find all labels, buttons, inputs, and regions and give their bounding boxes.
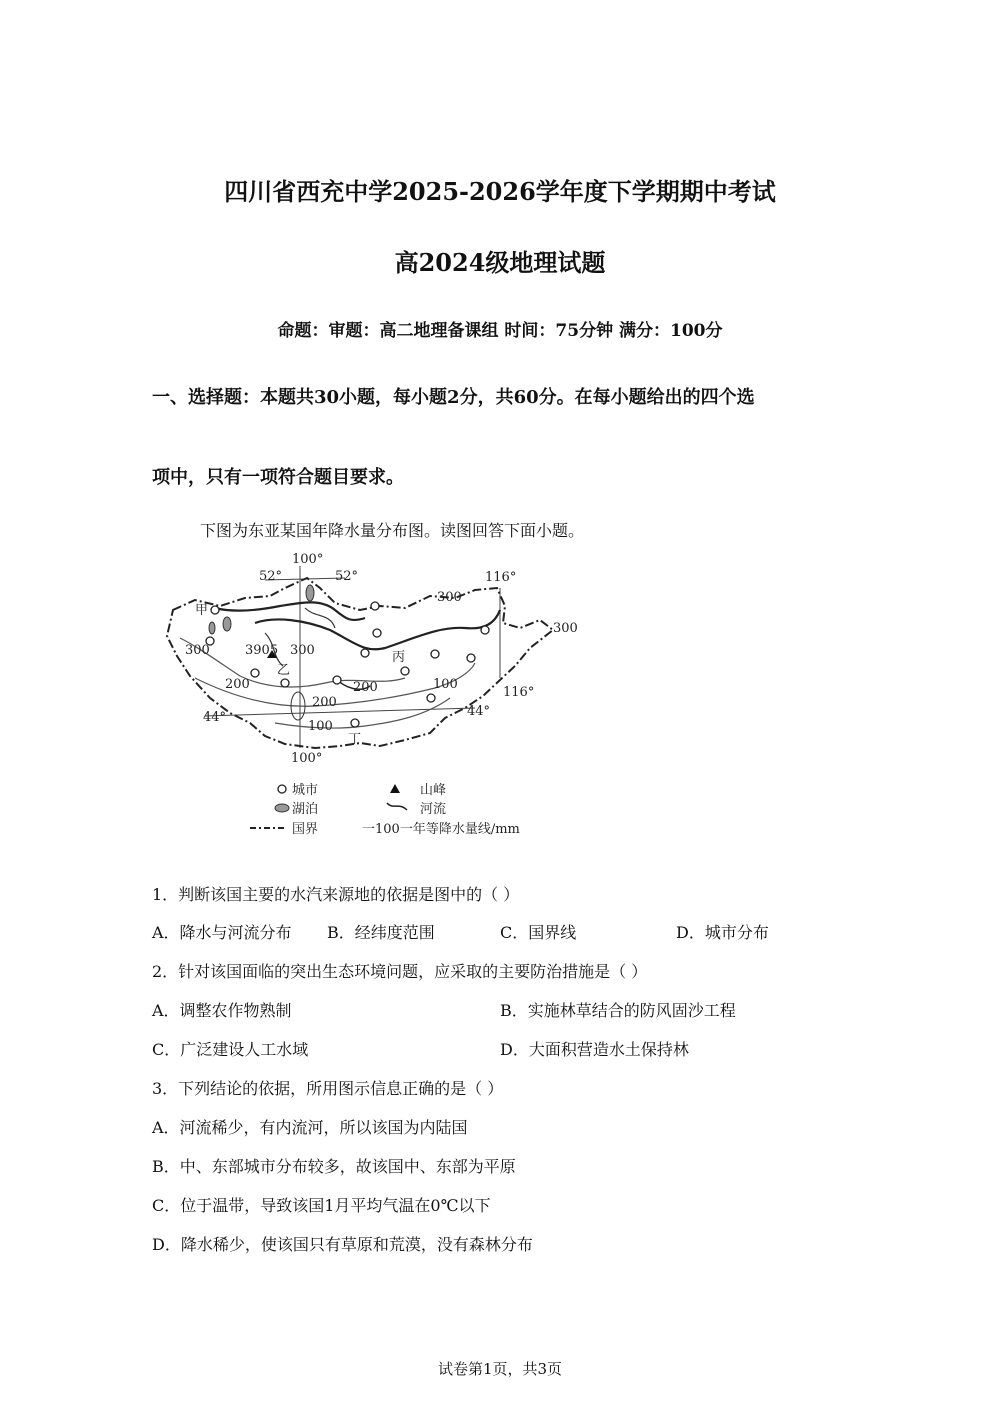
city-marker: [251, 669, 259, 677]
city-marker: [351, 719, 359, 727]
city-marker: [371, 602, 379, 610]
exam-meta: 命题：审题：高二地理备课组 时间：75分钟 满分：100分: [277, 321, 723, 341]
legend-lake-icon: [275, 804, 289, 812]
question-2-stem: 2．针对该国面临的突出生态环境问题，应采取的主要防治措施是（ ）: [152, 962, 648, 981]
city-marker: [431, 650, 439, 658]
precipitation-map: [155, 548, 585, 843]
city-marker: [401, 667, 409, 675]
question-3-option-d: D．降水稀少，使该国只有草原和荒漠，没有森林分布: [152, 1235, 533, 1254]
question-2-option-d: D．大面积营造水土保持林: [500, 1040, 689, 1059]
label-yi: 乙: [277, 663, 291, 678]
label-lon-right-top: 116°: [485, 570, 517, 585]
label-peak-elevation: 3905: [245, 643, 279, 658]
label-bing: 丙: [392, 650, 406, 665]
lake-shape: [223, 617, 231, 631]
label-iso-300-right: 300: [553, 621, 578, 636]
question-2-option-b: B．实施林草结合的防风固沙工程: [500, 1001, 736, 1020]
city-marker: [373, 629, 381, 637]
question-1-option-b: B．经纬度范围: [327, 923, 435, 942]
legend-city-icon: [278, 785, 286, 793]
question-3-option-c: C．位于温带，导致该国1月平均气温在0℃以下: [152, 1196, 491, 1215]
legend-lake-label: 湖泊: [292, 802, 319, 817]
question-2-option-c: C．广泛建设人工水域: [152, 1040, 309, 1059]
question-2-option-a: A．调整农作物熟制: [152, 1001, 292, 1020]
question-1-option-d: D．城市分布: [676, 923, 769, 942]
lake-shape: [209, 622, 215, 634]
label-lat-left: 44°: [203, 710, 227, 725]
legend-peak-label: 山峰: [420, 783, 447, 798]
lake-shape: [306, 585, 314, 601]
question-intro: 下图为东亚某国年降水量分布图。读图回答下面小题。: [200, 521, 585, 540]
question-1-stem: 1．判断该国主要的水汽来源地的依据是图中的（ ）: [152, 885, 520, 904]
question-3-option-a: A．河流稀少，有内流河，所以该国为内陆国: [152, 1118, 468, 1137]
exam-title: 四川省西充中学2025-2026学年度下学期期中考试: [224, 177, 776, 206]
label-lat-top-right: 52°: [335, 569, 359, 584]
city-marker: [467, 654, 475, 662]
city-marker: [281, 679, 289, 687]
legend-peak-icon: [390, 784, 400, 793]
city-marker: [481, 626, 489, 634]
page-footer: 试卷第1页，共3页: [437, 1360, 563, 1378]
label-lon-bottom: 100°: [291, 751, 323, 766]
question-3-option-b: B．中、东部城市分布较多，故该国中、东部为平原: [152, 1157, 516, 1176]
label-jia: 甲: [195, 603, 209, 618]
label-lon-top: 100°: [292, 552, 324, 567]
label-lat-top-left: 52°: [259, 569, 283, 584]
label-iso-200-left: 200: [225, 677, 250, 692]
section-heading-line1: 一、选择题：本题共30小题，每小题2分，共60分。在每小题给出的四个选: [152, 387, 755, 408]
label-ding: 丁: [348, 732, 362, 747]
city-marker: [211, 606, 219, 614]
label-lat-right: 44°: [467, 704, 491, 719]
legend-river-label: 河流: [420, 802, 447, 817]
label-iso-100-right: 100: [433, 677, 458, 692]
label-iso-300-left: 300: [185, 643, 210, 658]
label-iso-300-mid: 300: [290, 643, 315, 658]
city-marker: [333, 676, 341, 684]
question-1-option-a: A．降水与河流分布: [152, 923, 292, 942]
legend-city-label: 城市: [292, 783, 319, 798]
label-iso-200-mid: 200: [312, 695, 337, 710]
label-iso-200-center: 200: [353, 680, 378, 695]
label-iso-300-top: 300: [437, 590, 462, 605]
label-iso-100-bottom: 100: [308, 719, 333, 734]
section-heading-line2: 项中，只有一项符合题目要求。: [152, 467, 404, 488]
legend-isohyet-label: 一100一年等降水量线/mm: [362, 822, 520, 837]
question-3-stem: 3．下列结论的依据，所用图示信息正确的是（ ）: [152, 1079, 504, 1098]
legend-border-label: 国界: [292, 822, 319, 837]
legend-river-icon: [387, 803, 407, 810]
city-marker: [361, 649, 369, 657]
exam-subtitle: 高2024级地理试题: [394, 248, 606, 277]
question-1-option-c: C．国界线: [500, 923, 577, 942]
label-lon-right-bottom: 116°: [503, 685, 535, 700]
city-marker: [427, 694, 435, 702]
